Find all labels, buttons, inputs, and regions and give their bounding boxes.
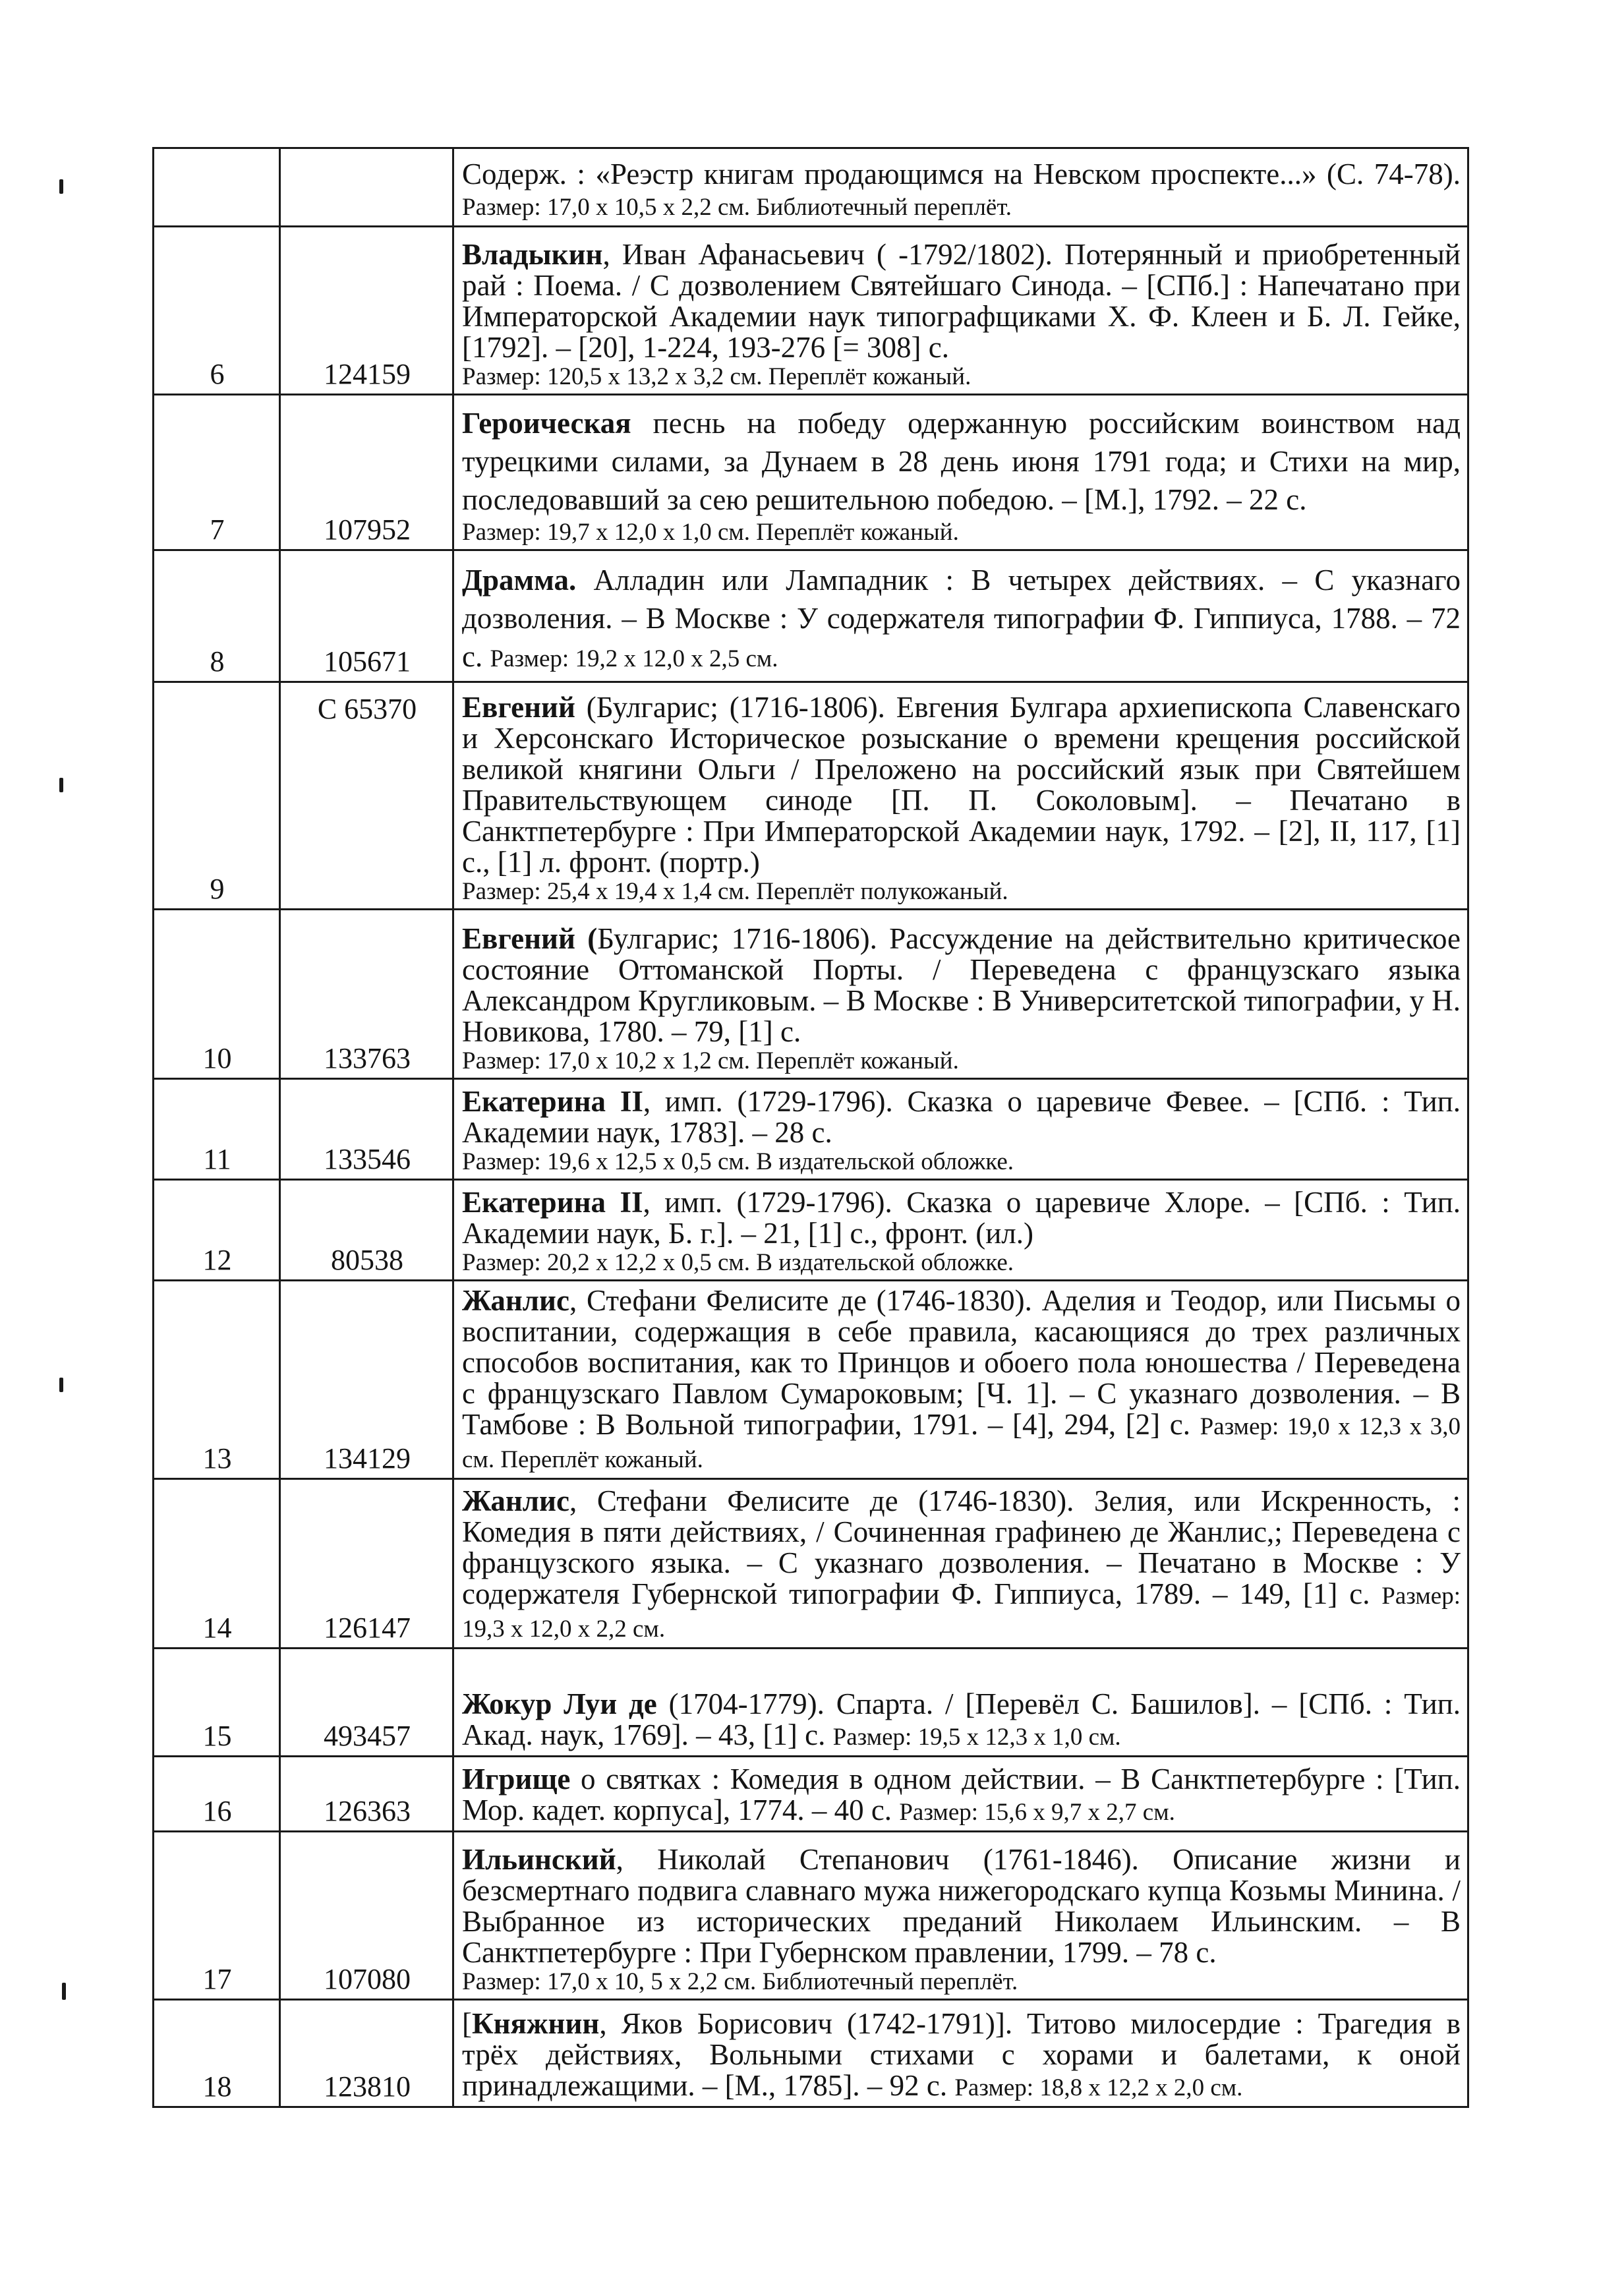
book-description <box>453 910 1468 1079</box>
book-description <box>453 227 1468 395</box>
inventory-number: 107952 <box>280 395 453 550</box>
description-text: Содерж. : «Реэстр книгам продающимся на Невском проспекте...» (С. 74-78). <box>462 158 1461 190</box>
description-text: , Яков Борисович (1742-1791)]. Титово милосердие : Трагедия в трёх действиях, Вольными стихами с хорами и балетами, к оной принадлежащими. – [М., 1785]. – 92 с. <box>462 2007 1461 2102</box>
row-number <box>154 148 280 227</box>
inventory-number: 126147 <box>280 1479 453 1649</box>
table-row <box>154 1832 1468 2000</box>
entry-heading: Жанлис <box>462 1484 569 1517</box>
row-number: 11 <box>154 1079 280 1180</box>
row-number: 18 <box>154 2000 280 2107</box>
table-row <box>154 1281 1468 1479</box>
row-number: 7 <box>154 395 280 550</box>
table-row <box>154 227 1468 395</box>
description-text: песнь на победу одержанную российским воинством над турецкими силами, за Дунаем в 28 день июня 1791 года; и Стихи на мир, последовавший за сею решительною победою. – [М.], 1792. – 22 с. <box>462 407 1461 516</box>
entry-heading: Жанлис <box>462 1284 569 1317</box>
bracket-prefix: [ <box>462 2007 472 2040</box>
table-row <box>154 1649 1468 1757</box>
inventory-number: 493457 <box>280 1649 453 1757</box>
inventory-number: С 65370 <box>280 682 453 910</box>
size-note: Размер: 15,6 х 9,7 х 2,7 см. <box>899 1799 1175 1826</box>
book-description <box>453 550 1468 682</box>
description-text: Булгарис; 1716-1806). Рассуждение на действительно критическое состояние Оттоманской Порты. / Переведена с французскаго языка Александром Кругликовым. – В Москве : В Университетской типографии, у Н. Новикова, 1780. – 79, [1] с. <box>462 922 1461 1048</box>
book-description <box>453 148 1468 227</box>
entry-heading: Владыкин <box>462 238 603 271</box>
inventory-number <box>280 148 453 227</box>
inventory-number: 124159 <box>280 227 453 395</box>
row-number: 15 <box>154 1649 280 1757</box>
entry-heading: Екатерина II <box>462 1186 643 1219</box>
book-description <box>453 1649 1468 1757</box>
size-note: Размер: 19,2 х 12,0 х 2,5 см. <box>490 645 778 672</box>
size-note: Размер: 19,3 х 12,0 х 2,2 см. <box>462 1583 1461 1643</box>
size-note: Размер: 19,7 х 12,0 х 1,0 см. Переплёт кожаный. <box>462 519 959 546</box>
row-number: 12 <box>154 1180 280 1281</box>
size-note: Размер: 19,6 х 12,5 х 0,5 см. В издательской обложке. <box>462 1148 1014 1175</box>
size-note: Размер: 25,4 х 19,4 х 1,4 см. Переплёт полукожаный. <box>462 878 1008 905</box>
entry-heading: Княжнин <box>472 2007 600 2040</box>
inventory-number: 134129 <box>280 1281 453 1479</box>
inventory-number: 133546 <box>280 1079 453 1180</box>
entry-heading: Игрище <box>462 1763 571 1796</box>
row-number: 14 <box>154 1479 280 1649</box>
entry-heading: Драмма. <box>462 564 577 597</box>
description-text: (1704-1779). Спарта. / [Перевёл С. Башилов]. – [СПб. : Тип. Акад. наук, 1769]. – 43, [1] с. <box>462 1687 1461 1751</box>
row-number: 6 <box>154 227 280 395</box>
table-row <box>154 148 1468 227</box>
description-text: , имп. (1729-1796). Сказка о царевиче Хлоре. – [СПб. : Тип. Академии наук, Б. г.]. – 21, [1] с., фронт. (ил.) <box>462 1186 1461 1250</box>
entry-heading: Героическая <box>462 407 631 440</box>
book-description <box>453 682 1468 910</box>
size-note: Размер: 20,2 х 12,2 х 0,5 см. В издательской обложке. <box>462 1249 1014 1276</box>
table-row <box>154 682 1468 910</box>
inventory-number: 126363 <box>280 1757 453 1832</box>
scan-mark <box>62 1983 66 2000</box>
entry-heading: Евгений ( <box>462 922 598 955</box>
size-note: Размер: 17,0 х 10,5 х 2,2 см. Библиотечный переплёт. <box>462 194 1012 221</box>
book-description <box>453 1180 1468 1281</box>
description-text: , Иван Афанасьевич ( -1792/1802). Потерянный и приобретенный рай : Поема. / С дозволением Святейшаго Синода. – [СПб.] : Напечатано при Императорской Академии наук типографщиками Х. Ф. Клеен и Б. Л. Гейке, [1792]. – [20], 1-224, 193-276 [= 308] с. <box>462 238 1461 364</box>
inventory-number: 105671 <box>280 550 453 682</box>
inventory-number: 107080 <box>280 1832 453 2000</box>
row-number: 9 <box>154 682 280 910</box>
table-row <box>154 550 1468 682</box>
book-registry-table <box>152 147 1469 2108</box>
table-row <box>154 1180 1468 1281</box>
entry-heading: Жокур Луи де <box>462 1687 657 1720</box>
book-description <box>453 1757 1468 1832</box>
book-description <box>453 395 1468 550</box>
description-text: о святках : Комедия в одном действии. – В Санктпетербурге : [Тип. Мор. кадет. корпуса], 1774. – 40 с. <box>462 1763 1461 1826</box>
book-description <box>453 2000 1468 2107</box>
entry-heading: Екатерина II <box>462 1085 643 1118</box>
row-number: 16 <box>154 1757 280 1832</box>
size-note: Размер: 120,5 х 13,2 х 3,2 см. Переплёт кожаный. <box>462 363 972 390</box>
book-description <box>453 1079 1468 1180</box>
entry-heading: Ильинский <box>462 1843 616 1876</box>
scan-mark <box>59 179 63 194</box>
book-description <box>453 1832 1468 2000</box>
size-note: Размер: 17,0 х 10, 5 х 2,2 см. Библиотечный переплёт. <box>462 1968 1018 1995</box>
row-number: 10 <box>154 910 280 1079</box>
size-note: Размер: 19,5 х 12,3 х 1,0 см. <box>832 1724 1121 1751</box>
description-text: , Стефани Фелисите де (1746-1830). Зелия, или Искренность, : Комедия в пяти действиях, / Сочиненная графинею де Жанлис,; Переведена с французского языка. – С указнаго дозволения. – Печатано в Москве : У содержателя Губернской типографии Ф. Гиппиуса, 1789. – 149, [1] с. <box>462 1484 1461 1610</box>
table-row <box>154 1757 1468 1832</box>
table-row <box>154 1479 1468 1649</box>
inventory-number: 133763 <box>280 910 453 1079</box>
inventory-number: 80538 <box>280 1180 453 1281</box>
description-text: , Стефани Фелисите де (1746-1830). Аделия и Теодор, или Письмы о воспитании, содержащия в себе правила, касающияся до трех различных способов воспитания, как то Принцов и обоего пола юношества / Переведена с французскаго Павлом Сумароковым; [Ч. 1]. – С указнаго дозволения. – В Тамбове : В Вольной типографии, 1791. – [4], 294, [2] с. <box>462 1284 1461 1441</box>
row-number: 13 <box>154 1281 280 1479</box>
scan-mark <box>59 1378 63 1392</box>
size-note: Размер: 18,8 х 12,2 х 2,0 см. <box>954 2074 1243 2101</box>
size-note: Размер: 19,0 х 12,3 х 3,0 см. Переплёт кожаный. <box>462 1413 1461 1473</box>
book-description <box>453 1479 1468 1649</box>
row-number: 17 <box>154 1832 280 2000</box>
description-text: (Булгарис; (1716-1806). Евгения Булгара архиепископа Славенскаго и Херсонскаго Историческое розыскание о времени крещения российской великой княгини Ольги / Преложено на российский язык при Святейшем Правительствующем синоде [П. П. Соколовым]. – Печатано в Санктпетербурге : При Императорской Академии наук, 1792. – [2], II, 117, [1] с., [1] л. фронт. (портр.) <box>462 691 1461 879</box>
description-text: Алладин или Лампадник : В четырех действиях. – С указнаго дозволения. – В Москве : У содержателя типографии Ф. Гиппиуса, 1788. – 72 с. <box>462 564 1461 673</box>
scan-mark <box>59 778 63 792</box>
size-note: Размер: 17,0 х 10,2 х 1,2 см. Переплёт кожаный. <box>462 1047 959 1074</box>
inventory-number: 123810 <box>280 2000 453 2107</box>
book-description <box>453 1281 1468 1479</box>
description-text: , имп. (1729-1796). Сказка о царевиче Февее. – [СПб. : Тип. Академии наук, 1783]. – 28 с. <box>462 1085 1461 1149</box>
description-text: , Николай Степанович (1761-1846). Описание жизни и безсмертнаго подвига славнаго мужа нижегородскаго купца Козьмы Минина. / Выбранное из исторических преданий Николаем Ильинским. – В Санктпетербурге : При Губернском правлении, 1799. – 78 с. <box>462 1843 1461 1969</box>
table-row <box>154 1079 1468 1180</box>
table-row <box>154 2000 1468 2107</box>
table-row <box>154 395 1468 550</box>
row-number: 8 <box>154 550 280 682</box>
table-row <box>154 910 1468 1079</box>
entry-heading: Евгений <box>462 691 575 724</box>
